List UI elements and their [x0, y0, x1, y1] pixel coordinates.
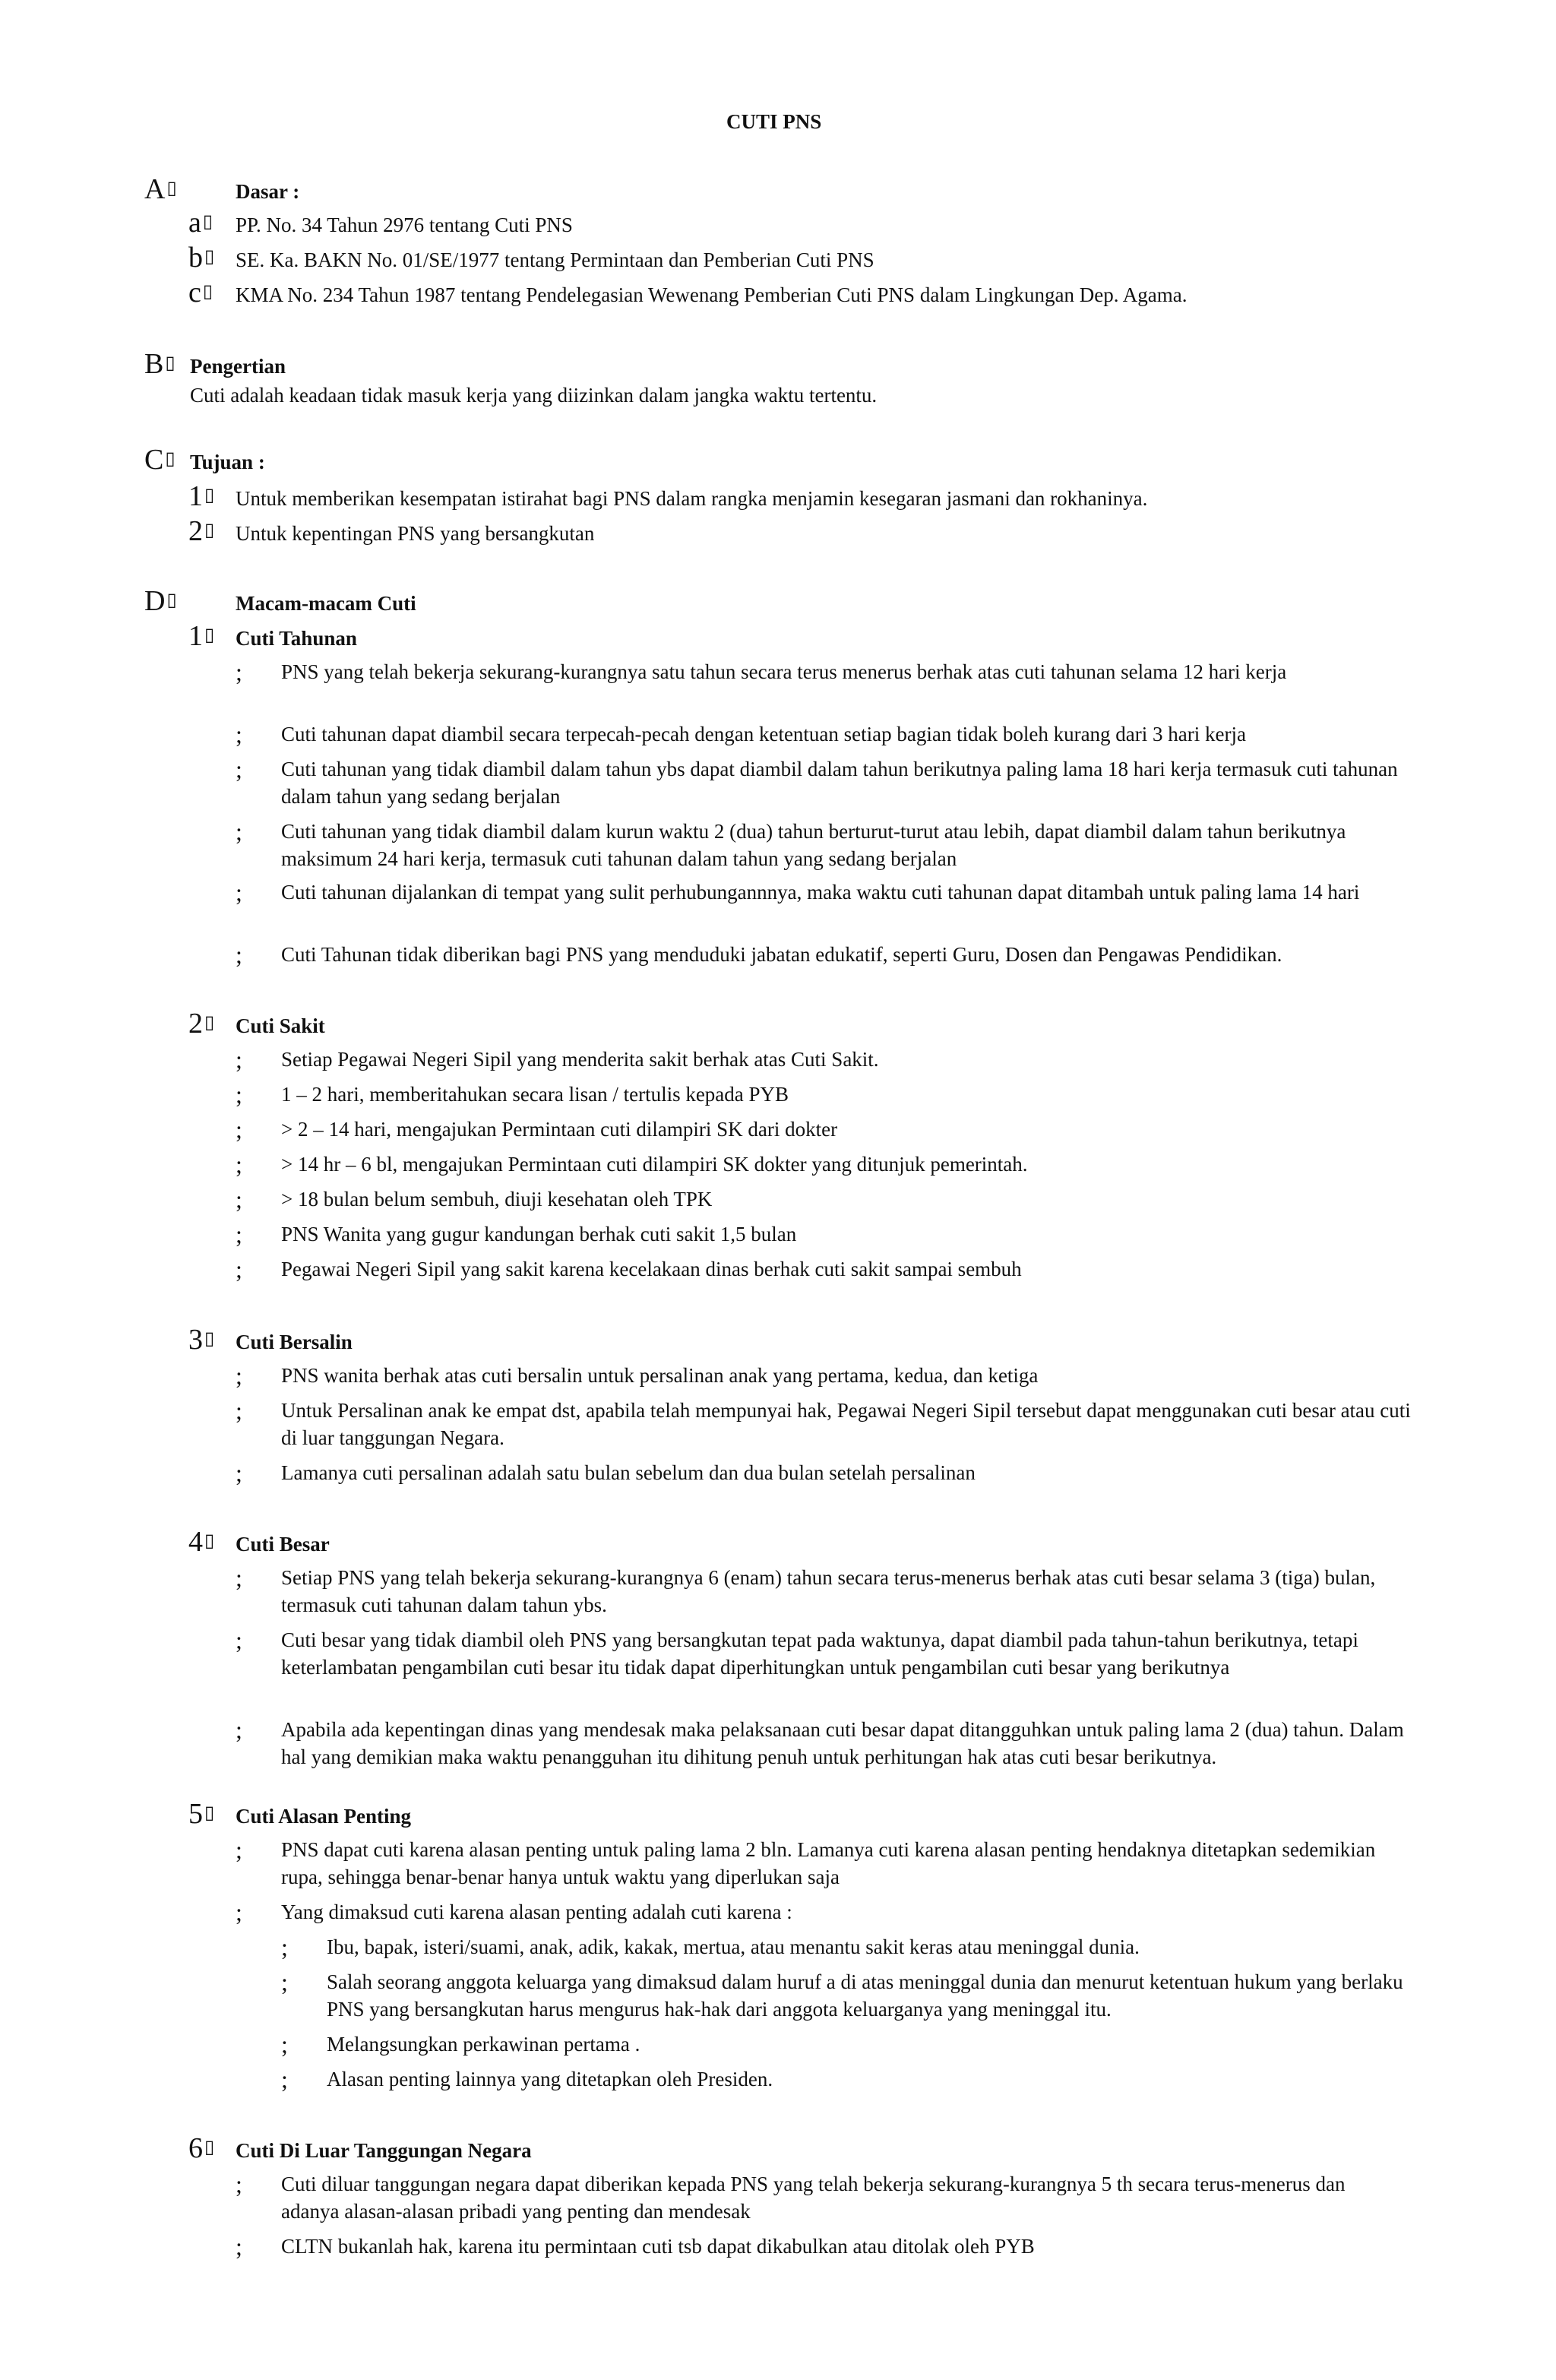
cuti-besar-marker: [188, 1526, 214, 1557]
list-item: Cuti Tahunan tidak diberikan bagi PNS yang menduduki jabatan edukatif, seperti Guru, Dosen dan Pengawas Pendidikan.: [281, 943, 1282, 966]
list-item: Cuti tahunan yang tidak diambil dalam kurun waktu 2 (dua) tahun berturut-turut atau lebih, dapat diambil dalam tahun berikutnya maksimum 24 hari kerja, termasuk cuti tahunan dalam tahun yang sedang berjalan: [281, 820, 1346, 870]
item-number: 1: [188, 620, 203, 652]
bullet-symbol: ;: [236, 1898, 242, 1926]
marker-box-glyph: ▯: [204, 1531, 215, 1551]
sub-list-item: Melangsungkan perkawinan pertama .: [327, 2033, 640, 2056]
sub-list-item: Alasan penting lainnya yang ditetapkan oleh Presiden.: [327, 2068, 773, 2090]
section-a-marker: [144, 173, 177, 204]
list-item: Pegawai Negeri Sipil yang sakit karena kecelakaan dinas berhak cuti sakit sampai sembuh: [281, 1258, 1022, 1280]
bullet-symbol: ;: [236, 1626, 242, 1654]
item-number: 2: [188, 515, 203, 547]
bullet-symbol: ;: [236, 1716, 242, 1743]
list-item: Apabila ada kepentingan dinas yang mendesak maka pelaksanaan cuti besar dapat ditangguhkan untuk paling lama 2 (dua) tahun. Dalam hal yang demikian maka waktu penangguhan itu dihitung penuh untuk perhitungan hak atas cuti besar berikutnya.: [281, 1718, 1404, 1768]
cuti-tahunan-marker: [188, 620, 214, 651]
sub-bullet-symbol: ;: [281, 2065, 288, 2093]
section-a-letter: A: [144, 173, 166, 205]
bullet-symbol: ;: [236, 1836, 242, 1863]
bullet-symbol: ;: [236, 941, 242, 968]
section-c-heading: Tujuan :: [190, 451, 265, 473]
tujuan-1-marker: [188, 480, 214, 511]
item-number: 4: [188, 1526, 203, 1558]
marker-box-glyph: ▯: [204, 247, 215, 267]
item-c-marker: [188, 277, 213, 308]
bullet-symbol: ;: [236, 1459, 242, 1486]
item-number: 3: [188, 1324, 203, 1356]
item-number: 1: [188, 480, 203, 512]
section-b-marker: [144, 348, 176, 379]
item-b-text: SE. Ka. BAKN No. 01/SE/1977 tentang Permintaan dan Pemberian Cuti PNS: [236, 248, 874, 271]
item-c-text: KMA No. 234 Tahun 1987 tentang Pendelegasian Wewenang Pemberian Cuti PNS dalam Lingkungan Dep. Agama.: [236, 283, 1188, 306]
bullet-symbol: ;: [236, 1046, 242, 1073]
list-item: Setiap PNS yang telah bekerja sekurang-kurangnya 6 (enam) tahun secara terus-menerus berhak atas cuti besar selama 3 (tiga) bulan, termasuk cuti tahunan dalam tahun ybs.: [281, 1566, 1376, 1616]
tujuan-2-marker: [188, 515, 214, 546]
tujuan-1-text: Untuk memberikan kesempatan istirahat bagi PNS dalam rangka menjamin kesegaran jasmani dan rokhaninya.: [236, 487, 1148, 510]
marker-box-glyph: ▯: [204, 1803, 215, 1823]
bullet-symbol: ;: [236, 1116, 242, 1143]
list-item: CLTN bukanlah hak, karena itu permintaan cuti tsb dapat dikabulkan atau ditolak oleh PYB: [281, 2235, 1035, 2258]
bullet-symbol: ;: [236, 1255, 242, 1283]
item-letter: a: [188, 207, 201, 239]
cuti-bersalin-heading: Cuti Bersalin: [236, 1331, 353, 1353]
document-title: CUTI PNS: [726, 110, 822, 133]
item-number: 6: [188, 2132, 203, 2164]
item-number: 5: [188, 1798, 203, 1830]
list-item: > 14 hr – 6 bl, mengajukan Permintaan cuti dilampiri SK dokter yang ditunjuk pemerintah.: [281, 1153, 1028, 1176]
section-b-heading: Pengertian: [190, 355, 286, 378]
cuti-sakit-marker: [188, 1008, 214, 1039]
section-d-heading: Macam-macam Cuti: [236, 592, 416, 615]
marker-box-glyph: ▯: [202, 212, 213, 232]
sub-bullet-symbol: ;: [281, 1968, 288, 1995]
cuti-besar-heading: Cuti Besar: [236, 1533, 330, 1556]
bullet-symbol: ;: [236, 1397, 242, 1424]
bullet-symbol: ;: [236, 755, 242, 783]
section-c-letter: C: [144, 444, 164, 476]
bullet-symbol: ;: [236, 1362, 242, 1389]
section-c-marker: [144, 444, 176, 475]
sub-list-item: Ibu, bapak, isteri/suami, anak, adik, kakak, mertua, atau menantu sakit keras atau meninggal dunia.: [327, 1935, 1140, 1958]
list-item: Cuti tahunan dapat diambil secara terpecah-pecah dengan ketentuan setiap bagian tidak boleh kurang dari 3 hari kerja: [281, 723, 1246, 745]
list-item: Yang dimaksud cuti karena alasan penting adalah cuti karena :: [281, 1901, 792, 1923]
item-letter: b: [188, 242, 203, 274]
cuti-tahunan-heading: Cuti Tahunan: [236, 627, 357, 650]
bullet-symbol: ;: [236, 2233, 242, 2260]
list-item: Untuk Persalinan anak ke empat dst, apabila telah mempunyai hak, Pegawai Negeri Sipil tersebut dapat menggunakan cuti besar atau cuti di luar tanggungan Negara.: [281, 1399, 1411, 1449]
list-item: PNS dapat cuti karena alasan penting untuk paling lama 2 bln. Lamanya cuti karena alasan penting hendaknya ditetapkan sedemikian rupa, sehingga benar-benar hanya untuk waktu yang diperlukan saja: [281, 1838, 1376, 1888]
item-number: 2: [188, 1008, 203, 1040]
list-item: Cuti besar yang tidak diambil oleh PNS yang bersangkutan tepat pada waktunya, dapat diambil pada tahun-tahun berikutnya, tetapi keterlambatan pengambilan cuti besar itu tidak dapat diperhitungkan untuk pengambilan cuti besar yang berikutnya: [281, 1628, 1358, 1679]
marker-box-glyph: ▯: [204, 1013, 215, 1033]
cuti-luar-tanggungan-heading: Cuti Di Luar Tanggungan Negara: [236, 2139, 532, 2162]
section-b-letter: B: [144, 348, 164, 380]
cuti-alasan-penting-marker: [188, 1798, 214, 1829]
cuti-alasan-penting-heading: Cuti Alasan Penting: [236, 1805, 412, 1828]
marker-box-glyph: ▯: [202, 282, 213, 302]
sub-bullet-symbol: ;: [281, 1933, 288, 1961]
section-b-text: Cuti adalah keadaan tidak masuk kerja yang diizinkan dalam jangka waktu tertentu.: [190, 384, 878, 407]
bullet-symbol: ;: [236, 878, 242, 906]
marker-box-glyph: ▯: [204, 2138, 215, 2157]
list-item: Cuti diluar tanggungan negara dapat diberikan kepada PNS yang telah bekerja sekurang-kurangnya 5 th secara terus-menerus dan adanya alasan-alasan pribadi yang penting dan mendesak: [281, 2173, 1346, 2223]
marker-box-glyph: ▯: [204, 486, 215, 505]
cuti-bersalin-marker: [188, 1324, 214, 1355]
sub-list-item: Salah seorang anggota keluarga yang dimaksud dalam huruf a di atas meninggal dunia dan menurut ketentuan hukum yang berlaku PNS yang bersangkutan harus mengurus hak-hak dari anggota keluarganya yang meninggal itu.: [327, 1970, 1403, 2021]
tujuan-2-text: Untuk kepentingan PNS yang bersangkutan: [236, 522, 595, 545]
item-b-marker: [188, 242, 214, 273]
section-d-letter: D: [144, 585, 166, 617]
cuti-luar-tanggungan-marker: [188, 2132, 214, 2163]
list-item: Lamanya cuti persalinan adalah satu bulan sebelum dan dua bulan setelah persalinan: [281, 1461, 976, 1484]
bullet-symbol: ;: [236, 1220, 242, 1248]
sub-bullet-symbol: ;: [281, 2030, 288, 2058]
item-a-text: PP. No. 34 Tahun 2976 tentang Cuti PNS: [236, 214, 573, 236]
list-item: 1 – 2 hari, memberitahukan secara lisan / tertulis kepada PYB: [281, 1083, 789, 1106]
bullet-symbol: ;: [236, 720, 242, 748]
list-item: PNS Wanita yang gugur kandungan berhak cuti sakit 1,5 bulan: [281, 1223, 797, 1245]
marker-box-glyph: ▯: [166, 590, 177, 610]
list-item: > 18 bulan belum sembuh, diuji kesehatan oleh TPK: [281, 1188, 713, 1211]
bullet-symbol: ;: [236, 1564, 242, 1591]
marker-box-glyph: ▯: [165, 449, 176, 469]
bullet-symbol: ;: [236, 1185, 242, 1213]
marker-box-glyph: ▯: [204, 521, 215, 540]
section-d-marker: [144, 585, 177, 616]
item-a-marker: [188, 207, 213, 238]
marker-box-glyph: ▯: [204, 1329, 215, 1349]
list-item: Cuti tahunan dijalankan di tempat yang sulit perhubungannnya, maka waktu cuti tahunan dapat ditambah untuk paling lama 14 hari: [281, 881, 1360, 904]
list-item: Setiap Pegawai Negeri Sipil yang menderita sakit berhak atas Cuti Sakit.: [281, 1048, 879, 1071]
bullet-symbol: ;: [236, 658, 242, 685]
list-item: PNS yang telah bekerja sekurang-kurangnya satu tahun secara terus menerus berhak atas cuti tahunan selama 12 hari kerja: [281, 660, 1287, 683]
marker-box-glyph: ▯: [166, 179, 177, 198]
section-a-heading: Dasar :: [236, 180, 300, 203]
bullet-symbol: ;: [236, 1150, 242, 1178]
list-item: Cuti tahunan yang tidak diambil dalam tahun ybs dapat diambil dalam tahun berikutnya paling lama 18 hari kerja termasuk cuti tahunan dalam tahun yang sedang berjalan: [281, 758, 1398, 808]
bullet-symbol: ;: [236, 2170, 242, 2198]
cuti-sakit-heading: Cuti Sakit: [236, 1014, 325, 1037]
list-item: PNS wanita berhak atas cuti bersalin untuk persalinan anak yang pertama, kedua, dan ketiga: [281, 1364, 1039, 1387]
marker-box-glyph: ▯: [204, 625, 215, 645]
item-letter: c: [188, 277, 201, 309]
bullet-symbol: ;: [236, 818, 242, 845]
marker-box-glyph: ▯: [165, 353, 176, 373]
bullet-symbol: ;: [236, 1081, 242, 1108]
list-item: > 2 – 14 hari, mengajukan Permintaan cuti dilampiri SK dari dokter: [281, 1118, 838, 1141]
